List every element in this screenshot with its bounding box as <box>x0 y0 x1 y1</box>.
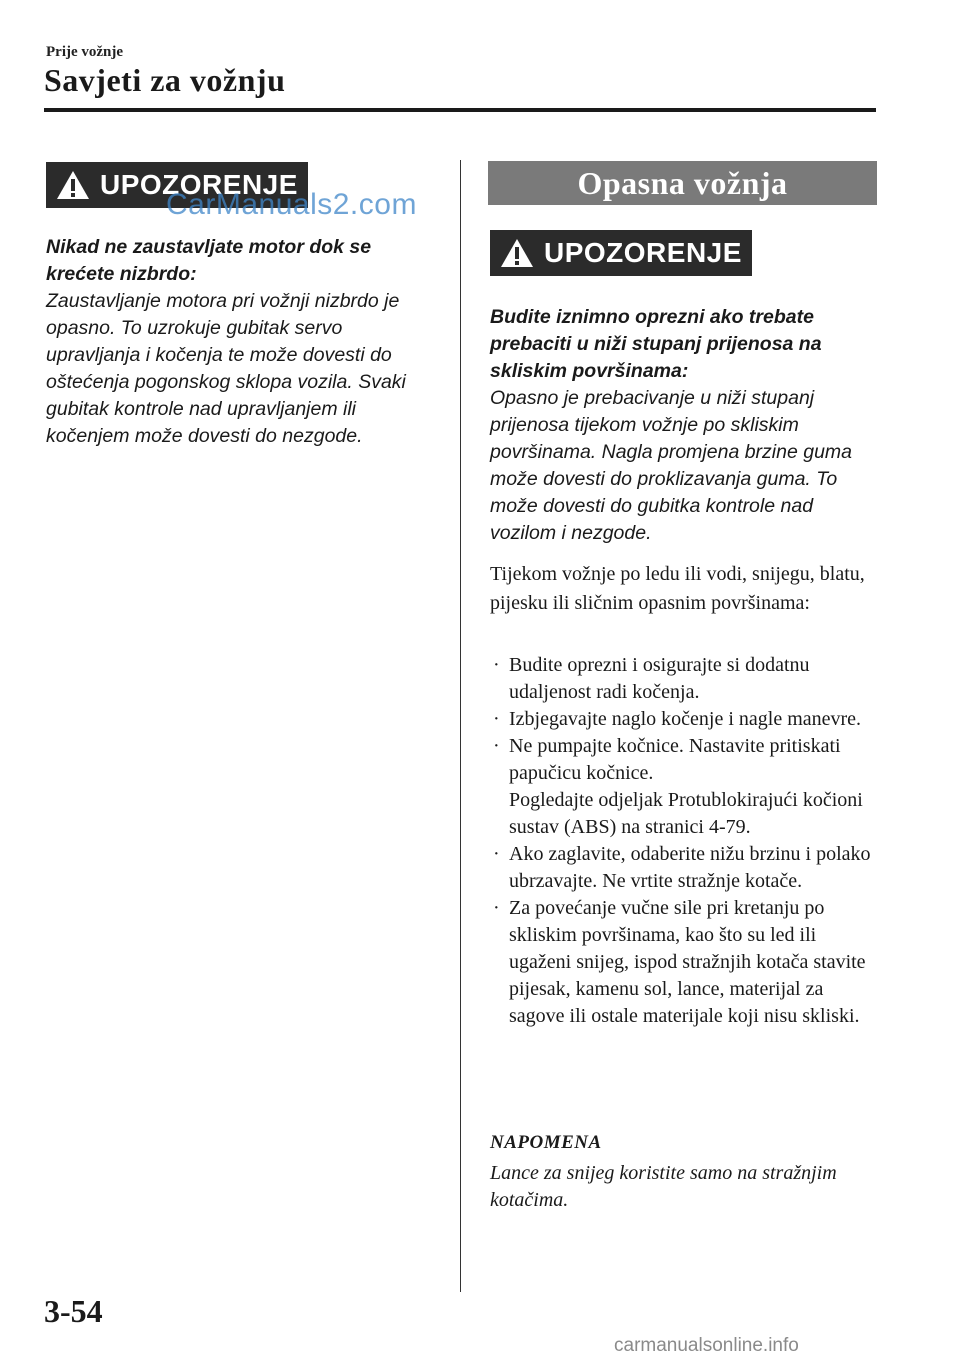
warning-text-right <box>490 304 880 547</box>
note-text: Lance za snijeg koristite samo na stražnjim kotačima. <box>490 1162 837 1211</box>
page-number: 3-54 <box>44 1293 103 1329</box>
watermark: CarManuals2.com <box>166 188 417 221</box>
warning-label: UPOZORENJE <box>100 169 298 200</box>
warning-body: Opasno je prebacivanje u niži stupanj prijenosa tijekom vožnje po skliskim površinama. Nagla promjena brzine guma može dovesti do proklizavanja guma. To može dovesti do gubitka kontrole nad vozilom i nezgode. <box>490 387 853 544</box>
bullet-dot: · <box>493 708 500 730</box>
warning-body: Zaustavljanje motora pri vožnji nizbrdo je opasno. To uzrokuje gubitak servo upravljanja i kočenja te može dovesti do oštećenja pogonskog sklopa vozila. Svaki gubitak kontrole nad upravljanjem ili kočenjem može dovesti do nezgode. <box>46 290 406 447</box>
header-rule <box>44 108 876 112</box>
list-item-text: Ne pumpajte kočnice. Nastavite pritiskati papučicu kočnice. <box>509 735 841 784</box>
list-item <box>490 652 880 706</box>
warning-lead: Nikad ne zaustavljate motor dok se krećete nizbrdo: <box>46 236 372 285</box>
intro-paragraph: Tijekom vožnje po ledu ili vodi, snijegu, blatu, pijesku ili sličnim opasnim površinama: <box>490 563 865 614</box>
breadcrumb: Prije vožnje <box>46 44 124 60</box>
bullet-dot: · <box>493 897 500 919</box>
column-divider <box>460 160 461 1292</box>
list-item-text: Ako zaglavite, odaberite nižu brzinu i polako ubrzavajte. Ne vrtite stražnje kotače. <box>509 843 871 892</box>
bullet-list <box>490 652 880 1030</box>
warning-banner-right <box>490 230 752 276</box>
warning-lead: Budite iznimno oprezni ako trebate prebaciti u niži stupanj prijenosa na skliskim površinama: <box>490 306 822 382</box>
list-item <box>490 841 880 895</box>
list-item-reference: Pogledajte odjeljak Protublokirajući kočioni sustav (ABS) na stranici 4-79. <box>509 789 863 838</box>
list-item <box>490 895 880 1030</box>
bullet-dot: · <box>493 843 500 865</box>
list-item <box>490 733 880 841</box>
footer-site: carmanualsonline.info <box>614 1335 799 1356</box>
list-item-text: Budite oprezni i osigurajte si dodatnu udaljenost radi kočenja. <box>509 654 810 703</box>
warning-icon <box>500 238 534 268</box>
note-title: NAPOMENA <box>490 1132 602 1153</box>
warning-icon <box>56 170 90 200</box>
section-heading: Opasna vožnja <box>488 161 877 205</box>
list-item <box>490 706 880 733</box>
warning-text-left <box>46 234 442 450</box>
bullet-dot: · <box>493 654 500 676</box>
warning-label: UPOZORENJE <box>544 237 742 268</box>
list-item-text: Za povećanje vučne sile pri kretanju po skliskim površinama, kao što su led ili ugaženi snijeg, ispod stražnjih kotača stavite pijesak, kamenu sol, lance, materijal za sagove ili ostale materijale koji nisu skliski. <box>509 897 866 1027</box>
list-item-text: Izbjegavajte naglo kočenje i nagle manevre. <box>509 708 862 730</box>
bullet-dot: · <box>493 735 500 757</box>
page-title: Savjeti za vožnju <box>44 62 286 98</box>
